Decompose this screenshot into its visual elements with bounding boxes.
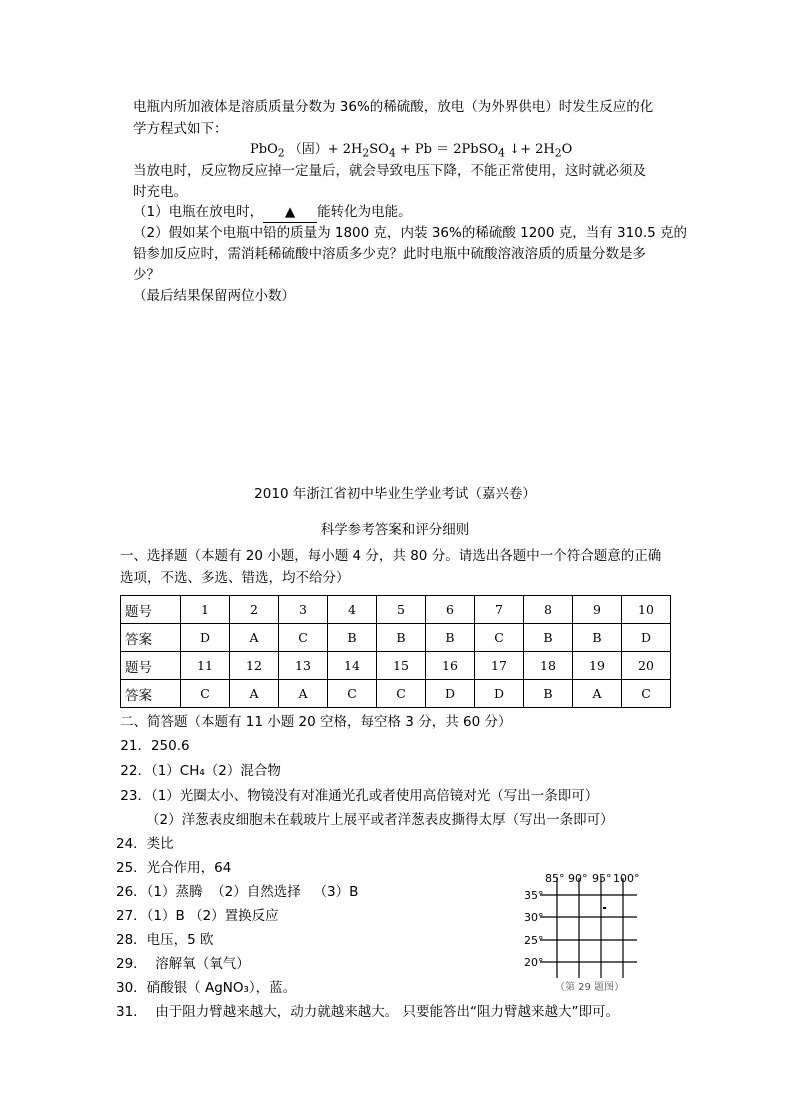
- answer-item: （2）洋葱表皮细胞未在载玻片上展平或者洋葱表皮撕得太厚（写出一条即可）: [116, 812, 614, 828]
- section-heading: 一、选择题（本题有 20 小题，每小题 4 分，共 80 分。请选出各题中一个符合题意的正确: [120, 548, 662, 564]
- lon-label: 100°: [613, 872, 640, 885]
- lat-label: 20°: [524, 956, 544, 969]
- table-cell: B: [377, 624, 426, 652]
- lon-label: 95°: [592, 872, 612, 885]
- text-line: 少？: [133, 267, 160, 283]
- table-cell: 16: [426, 652, 475, 680]
- table-cell: D: [622, 624, 671, 652]
- table-cell: A: [230, 624, 279, 652]
- lat-label: 30°: [524, 911, 544, 924]
- table-cell: B: [328, 624, 377, 652]
- answer-item: 27．（1）B （2）置换反应: [116, 908, 279, 924]
- table-cell: 13: [279, 652, 328, 680]
- row-header: 答案: [121, 680, 181, 708]
- text-line: 学方程式如下：: [133, 121, 228, 137]
- table-cell: C: [279, 624, 328, 652]
- table-cell: B: [524, 624, 573, 652]
- latitude-longitude-grid: [515, 868, 655, 993]
- text-line: 电瓶内所加液体是溶质质量分数为 36%的稀硫酸，放电（为外界供电）时发生反应的化: [133, 99, 654, 115]
- table-cell: 17: [475, 652, 524, 680]
- table-row: [121, 652, 671, 680]
- answer-blank: ▲: [263, 202, 317, 223]
- answer-item: 24．类比: [116, 836, 174, 852]
- answer-item: 23．（1）光圈太小、物镜没有对准通光孔或者使用高倍镜对光（写出一条即可）: [116, 788, 599, 804]
- table-cell: A: [279, 680, 328, 708]
- table-cell: C: [475, 624, 524, 652]
- lat-label: 35°: [524, 889, 544, 902]
- row-header: 题号: [121, 652, 181, 680]
- lon-label: 85°: [545, 872, 565, 885]
- table-cell: 19: [573, 652, 622, 680]
- figure-caption: （第 29 题图）: [555, 982, 625, 993]
- table-cell: 9: [573, 596, 622, 624]
- table-cell: C: [377, 680, 426, 708]
- table-cell: D: [181, 624, 230, 652]
- table-row: [121, 680, 671, 708]
- text-line: 铅参加反应时，需消耗稀硫酸中溶质多少克？此时电瓶中硫酸溶液溶质的质量分数是多: [133, 246, 646, 262]
- table-cell: 20: [622, 652, 671, 680]
- table-cell: B: [524, 680, 573, 708]
- answer-item: 28．电压，5 欧: [116, 932, 214, 948]
- table-cell: 11: [181, 652, 230, 680]
- question-1: （1）电瓶在放电时， ▲ 能转化为电能。: [133, 202, 412, 223]
- table-cell: 14: [328, 652, 377, 680]
- answer-item: 31． 由于阻力臂越来越大，动力就越来越大。 只要能答出“阻力臂越来越大”即可。: [116, 1004, 620, 1020]
- lat-label: 25°: [524, 934, 544, 947]
- table-cell: D: [426, 680, 475, 708]
- table-cell: C: [328, 680, 377, 708]
- table-cell: 18: [524, 652, 573, 680]
- section-heading: 选项，不选、多选、错选，均不给分）: [120, 570, 350, 586]
- answer-item: 21．250.6: [116, 738, 190, 754]
- lon-label: 90°: [568, 872, 588, 885]
- table-cell: B: [573, 624, 622, 652]
- text-line: 时充电。: [133, 184, 187, 200]
- answer-item: 26．（1）蒸腾 （2）自然选择 （3）B: [116, 884, 359, 900]
- table-cell: C: [181, 680, 230, 708]
- text-line: （2）假如某个电瓶中铅的质量为 1800 克，内装 36%的稀硫酸 1200 克，当有 310.5 克的: [133, 225, 687, 241]
- table-cell: 2: [230, 596, 279, 624]
- section-heading: 二、简答题（本题有 11 小题 20 空格，每空格 3 分，共 60 分）: [120, 714, 512, 730]
- table-cell: 3: [279, 596, 328, 624]
- row-header: 题号: [121, 596, 181, 624]
- location-marker: [603, 907, 606, 909]
- page-title: 2010 年浙江省初中毕业生学业考试（嘉兴卷）: [254, 486, 536, 502]
- text-line: 当放电时，反应物反应掉一定量后，就会导致电压下降，不能正常使用，这时就必须及: [133, 163, 646, 179]
- table-cell: D: [475, 680, 524, 708]
- table-cell: 7: [475, 596, 524, 624]
- answer-item: 22．（1）CH₄（2）混合物: [116, 763, 281, 779]
- table-cell: C: [622, 680, 671, 708]
- table-cell: 15: [377, 652, 426, 680]
- page-subtitle: 科学参考答案和评分细则: [320, 522, 470, 538]
- table-row: [121, 624, 671, 652]
- table-cell: A: [230, 680, 279, 708]
- table-cell: A: [573, 680, 622, 708]
- table-cell: 4: [328, 596, 377, 624]
- answer-item: 25．光合作用，64: [116, 860, 232, 876]
- table-cell: 6: [426, 596, 475, 624]
- table-cell: 1: [181, 596, 230, 624]
- answer-item: 30．硝酸银（ AgNO₃），蓝。: [116, 980, 297, 996]
- text-line: （最后结果保留两位小数）: [133, 288, 295, 304]
- table-cell: B: [426, 624, 475, 652]
- table-cell: 10: [622, 596, 671, 624]
- table-cell: 8: [524, 596, 573, 624]
- answer-table: [120, 595, 671, 708]
- answer-item: 29． 溶解氧（氧气）: [116, 956, 250, 972]
- row-header: 答案: [121, 624, 181, 652]
- table-cell: 12: [230, 652, 279, 680]
- chemical-equation: PbO$_2$ （固）+ $2H_2SO_4 + Pb$ ＝ 2PbSO$_4$ ↓+ $2H_2O$: [250, 142, 573, 160]
- table-row: [121, 596, 671, 624]
- table-cell: 5: [377, 596, 426, 624]
